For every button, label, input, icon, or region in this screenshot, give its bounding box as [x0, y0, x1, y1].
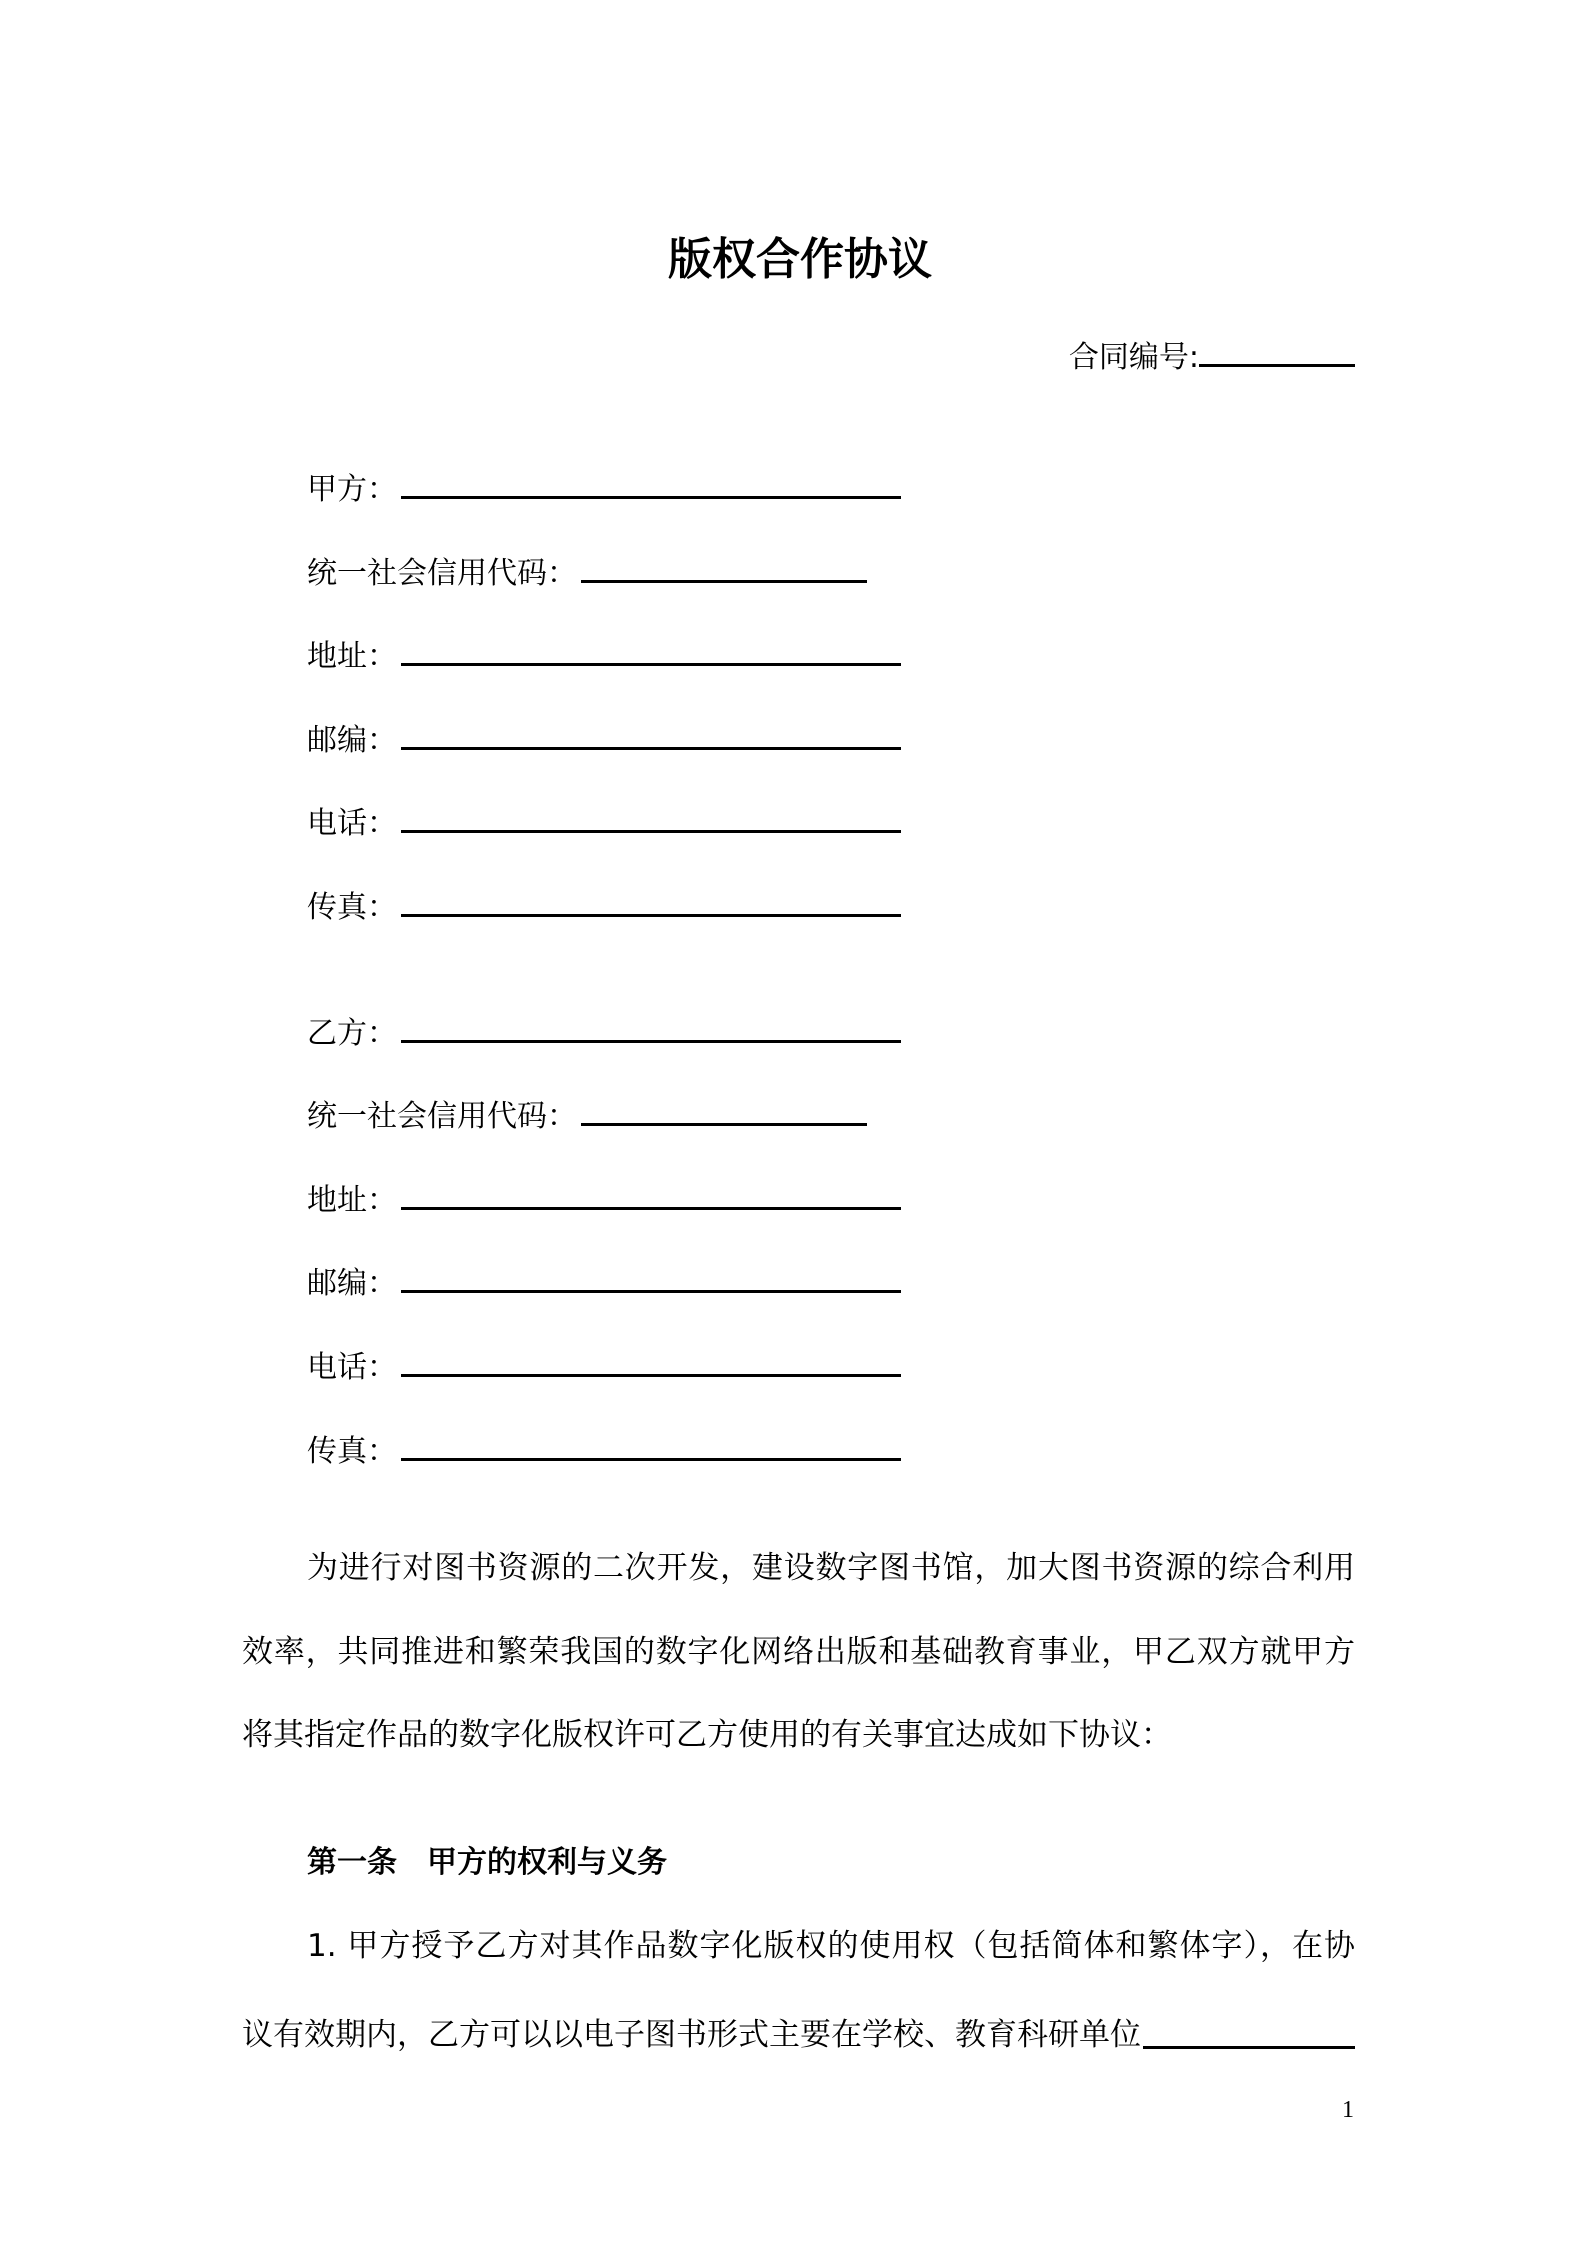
contract-number-label: 合同编号:	[1068, 340, 1199, 375]
field-label: 甲方：	[307, 472, 397, 507]
contract-number	[1069, 340, 1355, 373]
party-b-address	[307, 1183, 901, 1216]
field-label: 统一社会信用代码：	[307, 556, 577, 591]
field-label: 电话：	[307, 806, 397, 841]
field-label: 电话：	[307, 1350, 397, 1385]
party-a-fax	[307, 890, 901, 923]
blank-line	[401, 1350, 901, 1377]
contract-number-blank	[1199, 340, 1355, 367]
article-item-line-2	[242, 2017, 1355, 2053]
party-b-credit-code	[307, 1099, 867, 1132]
preamble-line: 效率，共同推进和繁荣我国的数字化网络出版和基础教育事业，甲乙双方就甲方	[242, 1634, 1355, 1670]
party-a-phone	[307, 806, 901, 839]
blank-line	[401, 806, 901, 833]
party-b-fax	[307, 1434, 901, 1467]
document-title: 版权合作协议	[668, 234, 932, 285]
field-label: 地址：	[307, 639, 397, 674]
party-a-postcode	[307, 723, 901, 756]
blank-line	[401, 890, 901, 917]
field-label: 传真：	[307, 1434, 397, 1469]
blank-line	[401, 1183, 901, 1210]
party-a-name	[307, 472, 901, 505]
article-item-text: 议有效期内，乙方可以以电子图书形式主要在学校、教育科研单位	[242, 2017, 1141, 2053]
blank-line	[401, 723, 901, 750]
field-label: 地址：	[307, 1183, 397, 1218]
field-label: 邮编：	[307, 723, 397, 758]
field-label: 传真：	[307, 890, 397, 925]
party-b-phone	[307, 1350, 901, 1383]
party-b-name	[307, 1016, 901, 1049]
blank-line	[1143, 2020, 1355, 2049]
field-label: 邮编：	[307, 1266, 397, 1301]
field-label: 乙方：	[307, 1016, 397, 1051]
preamble-line: 为进行对图书资源的二次开发，建设数字图书馆，加大图书资源的综合利用	[307, 1550, 1355, 1586]
blank-line	[401, 1016, 901, 1043]
blank-line	[581, 1099, 867, 1126]
article-heading: 第一条 甲方的权利与义务	[307, 1845, 667, 1880]
preamble-line: 将其指定作品的数字化版权许可乙方使用的有关事宜达成如下协议：	[242, 1717, 1172, 1753]
page-number: 1	[1342, 2097, 1354, 2123]
field-label: 统一社会信用代码：	[307, 1099, 577, 1134]
party-a-credit-code	[307, 556, 867, 589]
blank-line	[401, 639, 901, 666]
party-a-address	[307, 639, 901, 672]
party-b-postcode	[307, 1266, 901, 1299]
blank-line	[401, 472, 901, 499]
blank-line	[401, 1434, 901, 1461]
blank-line	[401, 1266, 901, 1293]
blank-line	[581, 556, 867, 583]
article-item-line: 1. 甲方授予乙方对其作品数字化版权的使用权（包括简体和繁体字），在协	[307, 1928, 1355, 1964]
